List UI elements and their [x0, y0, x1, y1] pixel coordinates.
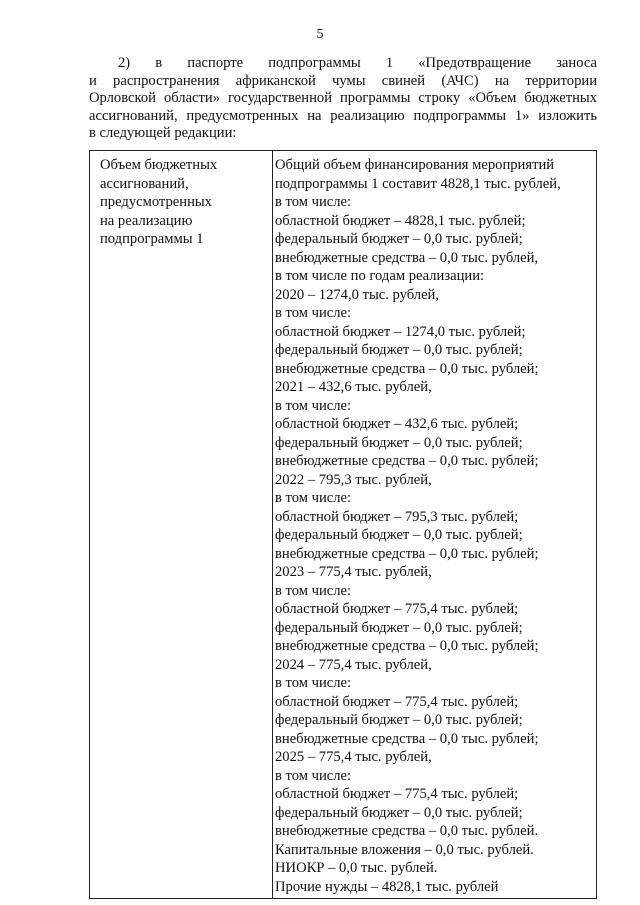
intro-line: ассигнований, предусмотренных на реализацию подпрограммы 1» изложить — [89, 107, 597, 124]
content-line: 2022 – 795,3 тыс. рублей, — [275, 471, 432, 488]
content-line: Капитальные вложения – 0,0 тыс. рублей. — [275, 841, 534, 858]
content-line: подпрограммы 1 составит 4828,1 тыс. рублей, — [275, 175, 561, 192]
content-line: областной бюджет – 775,4 тыс. рублей; — [275, 601, 519, 617]
content-line: областной бюджет – 795,3 тыс. рублей; — [275, 508, 519, 525]
content-line: федеральный бюджет – 0,0 тыс. рублей; — [275, 712, 523, 728]
content-line: Общий объем финансирования мероприятий — [275, 157, 555, 173]
content-line: внебюджетные средства – 0,0 тыс. рублей. — [275, 823, 539, 839]
content-line: в том числе: — [275, 767, 352, 784]
intro-line: и распространения африканской чумы свиней (АЧС) на территории — [89, 72, 597, 89]
row-content-cell — [273, 151, 597, 899]
content-line: внебюджетные средства – 0,0 тыс. рублей; — [275, 730, 539, 747]
content-line: НИОКР – 0,0 тыс. рублей. — [275, 860, 438, 876]
intro-line: Орловской области» государственной программы строку «Объем бюджетных — [89, 90, 597, 106]
content-line: 2024 – 775,4 тыс. рублей, — [275, 656, 432, 673]
content-line: в том числе: — [275, 675, 352, 691]
content-line: в том числе по годам реализации: — [275, 268, 485, 284]
content-line: внебюджетные средства – 0,0 тыс. рублей; — [275, 453, 539, 469]
content-line: федеральный бюджет – 0,0 тыс. рублей; — [275, 619, 523, 636]
content-line: в том числе: — [275, 194, 352, 210]
content-line: в том числе: — [275, 397, 352, 414]
content-line: федеральный бюджет – 0,0 тыс. рублей; — [275, 342, 523, 358]
content-line: внебюджетные средства – 0,0 тыс. рублей; — [275, 638, 539, 654]
content-line: областной бюджет – 432,6 тыс. рублей; — [275, 416, 519, 432]
content-line: федеральный бюджет – 0,0 тыс. рублей; — [275, 434, 523, 451]
row-title-line: Объем бюджетных — [100, 157, 218, 173]
content-line: областной бюджет – 775,4 тыс. рублей; — [275, 786, 519, 802]
content-line: федеральный бюджет – 0,0 тыс. рублей; — [275, 527, 523, 543]
content-line: внебюджетные средства – 0,0 тыс. рублей; — [275, 545, 539, 562]
content-line: в том числе: — [275, 305, 352, 321]
content-line: 2023 – 775,4 тыс. рублей, — [275, 564, 432, 580]
row-title-line: на реализацию — [100, 212, 193, 229]
content-line: 2025 – 775,4 тыс. рублей, — [275, 749, 432, 765]
intro-line: 2) в паспорте подпрограммы 1 «Предотвращение заноса — [118, 55, 597, 71]
row-title-line: подпрограммы 1 — [100, 231, 204, 247]
row-title-line: ассигнований, — [100, 175, 189, 192]
content-line: 2021 – 432,6 тыс. рублей, — [275, 379, 432, 395]
content-line: областной бюджет – 1274,0 тыс. рублей; — [275, 323, 526, 340]
content-line: федеральный бюджет – 0,0 тыс. рублей; — [275, 231, 523, 247]
table-row — [90, 151, 597, 899]
content-line: внебюджетные средства – 0,0 тыс. рублей, — [275, 249, 539, 266]
content-line: 2020 – 1274,0 тыс. рублей, — [275, 286, 440, 303]
content-line: федеральный бюджет – 0,0 тыс. рублей; — [275, 804, 523, 821]
budget-table — [89, 150, 597, 899]
row-title-cell — [90, 151, 273, 899]
intro-line: в следующей редакции: — [89, 125, 237, 141]
content-line: в том числе: — [275, 582, 352, 599]
content-line: Прочие нужды – 4828,1 тыс. рублей — [275, 878, 499, 895]
row-title-line: предусмотренных — [100, 194, 212, 210]
intro-paragraph — [89, 55, 597, 143]
content-line: внебюджетные средства – 0,0 тыс. рублей; — [275, 360, 539, 377]
page-number: 5 — [316, 27, 324, 42]
content-line: областной бюджет – 775,4 тыс. рублей; — [275, 693, 519, 710]
content-line: областной бюджет – 4828,1 тыс. рублей; — [275, 212, 526, 229]
content-line: в том числе: — [275, 490, 352, 506]
